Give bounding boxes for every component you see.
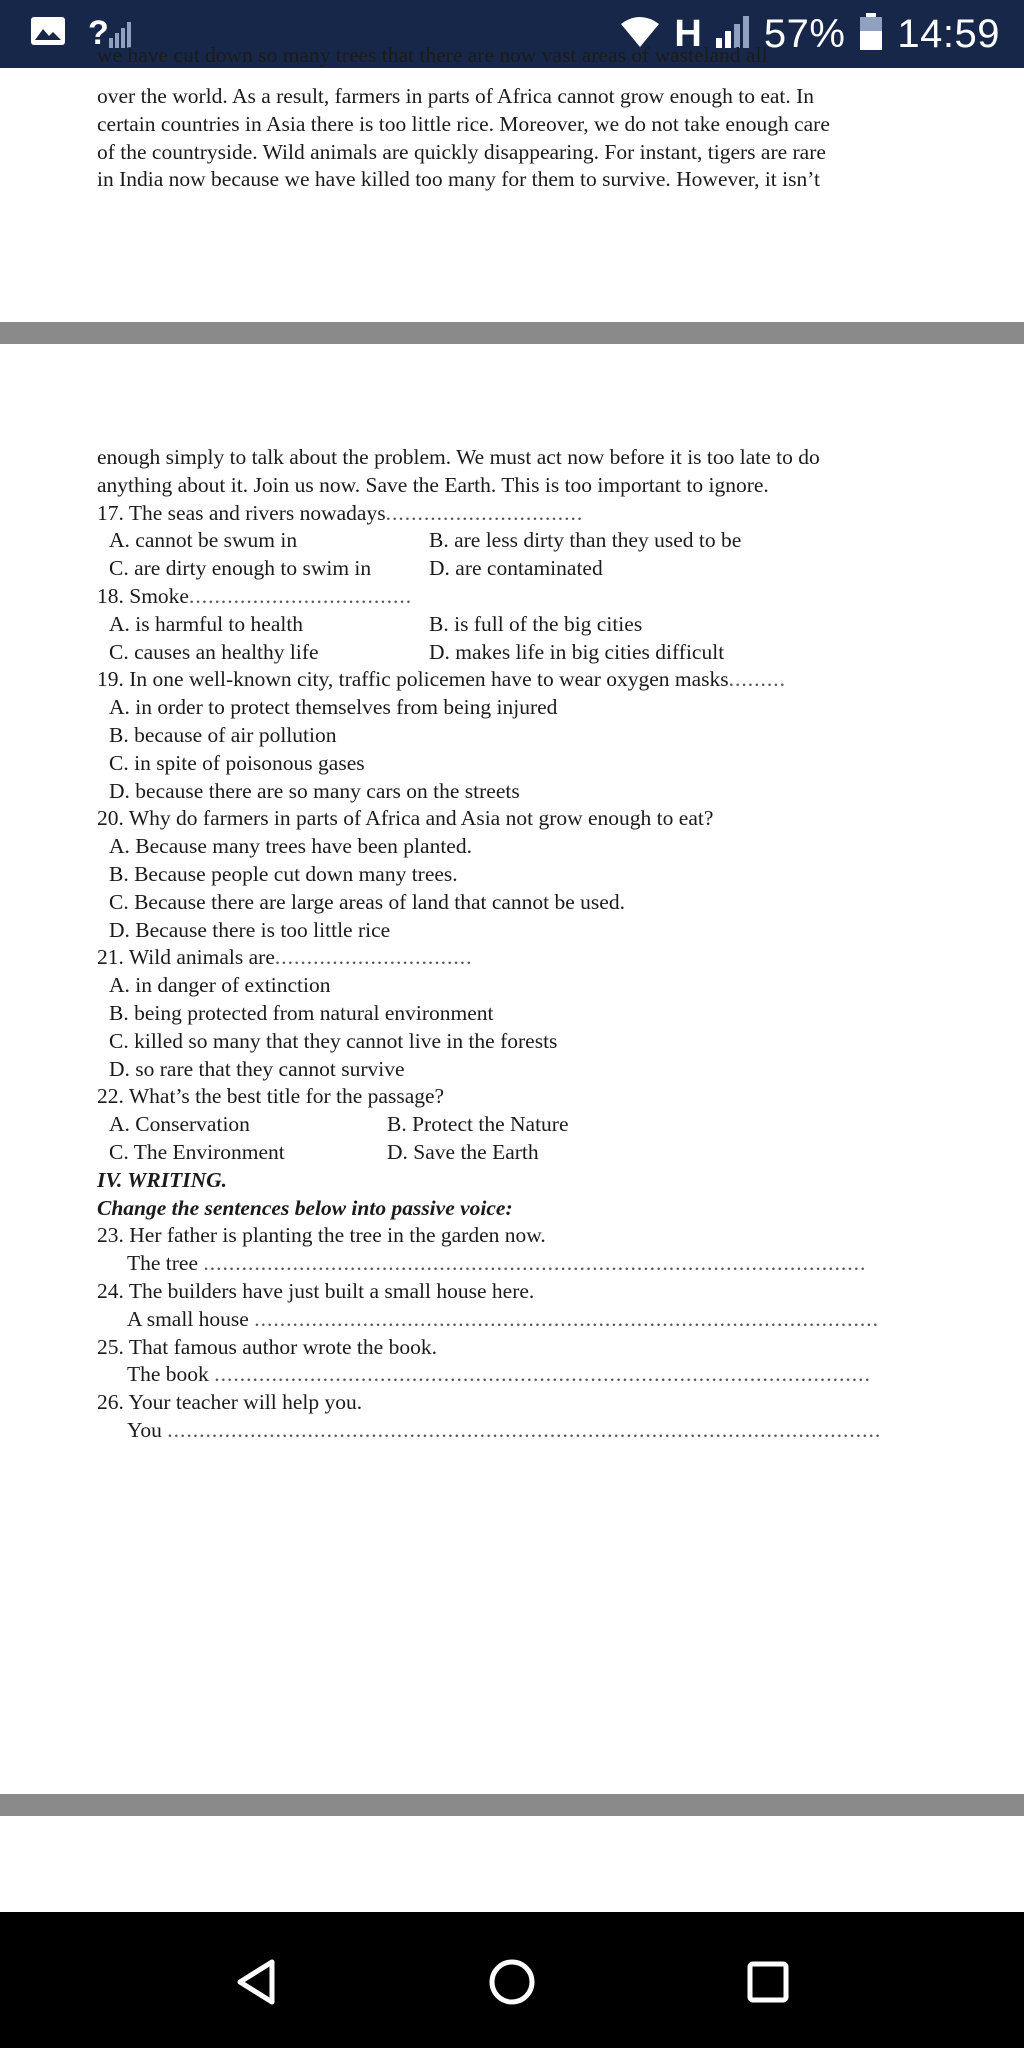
option-22-c[interactable]: C. The Environment	[109, 1139, 285, 1164]
option-22-d[interactable]: D. Save the Earth	[387, 1139, 539, 1164]
passage-line: over the world. As a result, farmers in parts of Africa cannot grow enough to eat. In	[97, 84, 815, 108]
unknown-signal-mark: ?	[88, 14, 109, 52]
option-18-d[interactable]: D. makes life in big cities difficult	[429, 639, 725, 664]
question-24: 24. The builders have just built a small house here.	[97, 1278, 535, 1303]
page-separator	[0, 1794, 1024, 1816]
option-21-a[interactable]: A. in danger of extinction	[109, 973, 331, 998]
network-type: H	[674, 12, 702, 55]
gallery-notification-icon	[30, 16, 66, 51]
question-18: 18. Smoke...................................	[97, 583, 413, 608]
question-20: 20. Why do farmers in parts of Africa and Asia not grow enough to eat?	[97, 806, 714, 831]
option-19-d[interactable]: D. because there are so many cars on the streets	[109, 778, 520, 803]
passage-line: in India now because we have killed too many for them to survive. However, it isn’t	[97, 167, 820, 192]
answer-line-26[interactable]: You ................................................................................................................	[127, 1417, 882, 1442]
back-button[interactable]	[226, 1952, 286, 2012]
option-17-d[interactable]: D. are contaminated	[429, 556, 603, 581]
question-17: 17. The seas and rivers nowadays...............................	[97, 500, 584, 525]
option-21-c[interactable]: C. killed so many that they cannot live in the forests	[109, 1028, 558, 1053]
questions-area	[97, 444, 929, 1445]
document-page-3	[0, 1816, 1024, 1912]
option-19-c[interactable]: C. in spite of poisonous gases	[109, 750, 365, 775]
question-19: 19. In one well-known city, traffic policemen have to wear oxygen masks.........	[97, 667, 787, 692]
page-separator	[0, 322, 1024, 344]
navigation-bar	[0, 1912, 1024, 2048]
option-21-d[interactable]: D. so rare that they cannot survive	[109, 1056, 405, 1081]
option-21-b[interactable]: B. being protected from natural environment	[109, 1000, 494, 1025]
answer-line-24[interactable]: A small house ..................................................................................................	[127, 1306, 879, 1331]
question-23: 23. Her father is planting the tree in the garden now.	[97, 1223, 546, 1248]
recents-button[interactable]	[738, 1952, 798, 2012]
question-22: 22. What’s the best title for the passage?	[97, 1084, 445, 1109]
option-22-b[interactable]: B. Protect the Nature	[387, 1112, 569, 1137]
question-26: 26. Your teacher will help you.	[97, 1390, 363, 1415]
option-20-b[interactable]: B. Because people cut down many trees.	[109, 861, 458, 886]
option-20-a[interactable]: A. Because many trees have been planted.	[109, 834, 472, 859]
passage-line: of the countryside. Wild animals are quickly disappearing. For instant, tigers are rare	[97, 139, 826, 164]
passage-line: certain countries in Asia there is too little rice. Moreover, we do not take enough care	[97, 111, 830, 136]
section-title: IV. WRITING.	[97, 1167, 228, 1192]
option-22-a[interactable]: A. Conservation	[109, 1112, 250, 1137]
option-19-a[interactable]: A. in order to protect themselves from being injured	[109, 695, 558, 720]
home-circle-icon	[487, 1957, 537, 2007]
option-18-c[interactable]: C. causes an healthy life	[109, 639, 319, 664]
question-21: 21. Wild animals are...............................	[97, 945, 473, 970]
back-triangle-icon	[234, 1958, 278, 2006]
cut-off-line: we have cut down so many trees that there are now vast areas of wasteland all	[97, 43, 768, 67]
option-20-c[interactable]: C. Because there are large areas of land that cannot be used.	[109, 889, 625, 914]
passage-part-1	[97, 83, 929, 194]
passage-line: anything about it. Join us now. Save the Earth. This is too important to ignore.	[97, 472, 769, 497]
clock: 14:59	[897, 11, 1000, 56]
option-20-d[interactable]: D. Because there is too little rice	[109, 917, 391, 942]
writing-instruction: Change the sentences below into passive voice:	[97, 1195, 513, 1220]
option-17-a[interactable]: A. cannot be swum in	[109, 528, 298, 553]
option-17-c[interactable]: C. are dirty enough to swim in	[109, 556, 372, 581]
option-18-b[interactable]: B. is full of the big cities	[429, 611, 643, 636]
option-17-b[interactable]: B. are less dirty than they used to be	[429, 528, 742, 553]
recents-square-icon	[746, 1960, 790, 2004]
answer-line-25[interactable]: The book .......................................................................................................	[127, 1362, 871, 1387]
question-25: 25. That famous author wrote the book.	[97, 1334, 437, 1359]
passage-line: enough simply to talk about the problem. We must act now before it is too late to do	[97, 445, 820, 469]
home-button[interactable]	[482, 1952, 542, 2012]
option-18-a[interactable]: A. is harmful to health	[109, 611, 304, 636]
battery-percent: 57%	[763, 11, 846, 56]
answer-line-23[interactable]: The tree ........................................................................................................	[127, 1251, 867, 1276]
option-19-b[interactable]: B. because of air pollution	[109, 722, 337, 747]
